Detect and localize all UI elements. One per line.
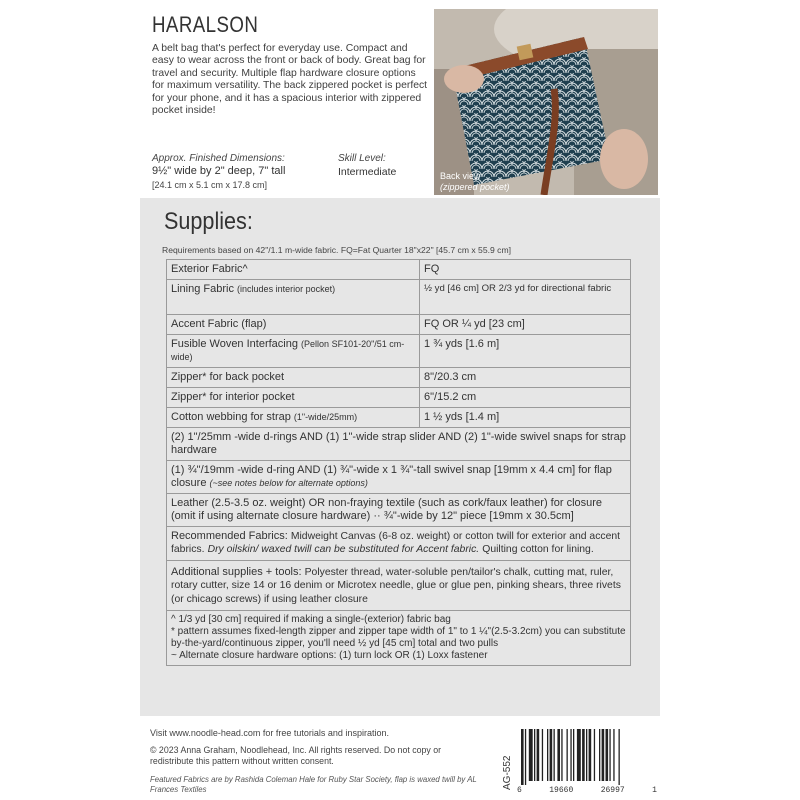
supply-item-note: (Pellon SF101-20"/51 cm-wide)	[171, 339, 405, 362]
barcode-digit-group: 19660	[549, 786, 574, 795]
supply-item-name: Fusible Woven Interfacing	[171, 338, 298, 350]
footnote: * pattern assumes fixed-length zipper and zipper tape width of 1" to 1 ¼"(2.5-3.2cm) you can substitute by-the-yard/continuous zipper, you'll need ½ yd [45 cm] total and two pulls	[171, 626, 626, 650]
flap-hardware-note: (~see notes below for alternate options)	[209, 478, 368, 488]
barcode-bar	[557, 729, 560, 781]
dimensions-label: Approx. Finished Dimensions:	[152, 153, 285, 164]
supply-item: Accent Fabric (flap)	[167, 315, 420, 334]
barcode-bar	[570, 729, 571, 781]
barcode-digit-group: 6	[517, 786, 522, 795]
barcode-bar	[554, 729, 555, 781]
barcode-bar	[582, 729, 585, 781]
supply-item	[167, 280, 420, 314]
supply-item-note: (1"-wide/25mm)	[293, 412, 358, 422]
supply-amount: 6"/15.2 cm	[424, 391, 477, 403]
supplies-panel	[140, 198, 660, 716]
table-row	[167, 527, 631, 561]
barcode-bar	[542, 729, 543, 781]
barcode-bar	[529, 729, 533, 781]
barcode-digit-group: 26997	[600, 786, 625, 795]
pattern-back-cover	[140, 0, 660, 800]
table-row	[167, 280, 631, 315]
table-row	[167, 408, 631, 428]
footnotes	[167, 611, 630, 665]
barcode-bar	[537, 729, 540, 781]
leather-closure: Leather (2.5-3.5 oz. weight) OR non-fraying textile (such as cork/faux leather) for closure (omit if using alternate closure hardware) ·· ¾"-wide by 12" piece [19mm x 30.5cm]	[171, 497, 603, 522]
barcode-bar	[561, 729, 562, 781]
barcode-bar	[577, 729, 581, 781]
barcode-bar	[606, 729, 609, 781]
table-row	[167, 611, 631, 666]
strap-hardware: (2) 1"/25mm -wide d-rings AND (1) 1"-wide strap slider AND (2) 1"-wide swivel snaps for strap hardware	[171, 431, 626, 456]
barcode-number	[517, 786, 657, 795]
table-row	[167, 561, 631, 611]
pattern-description: A belt bag that's perfect for everyday use. Compact and easy to wear across the front or back of body. Great bag for travel and security. Multiple flap hardware closure options for maximum versatility. The back zippered pocket is perfect for your phone, and it has a spacious interior with zippered pocket inside!	[152, 43, 428, 117]
barcode-bar	[586, 729, 587, 781]
recommended-italic: Dry oilskin/ waxed twill can be substituted for Accent fabric.	[207, 544, 480, 556]
table-row	[167, 494, 631, 527]
barcode-bar	[547, 729, 548, 781]
featured-fabrics-note: Featured Fabrics are by Rashida Coleman Hale for Ruby Star Society, flap is waxed twill by AL Frances Textiles	[150, 775, 477, 794]
table-row	[167, 260, 631, 280]
table-row	[167, 461, 631, 494]
sku-code: AG-552	[502, 755, 513, 790]
skill-level-value: Intermediate	[338, 166, 397, 178]
flap-hardware	[167, 461, 630, 493]
supply-item-note: (includes interior pocket)	[237, 284, 336, 294]
additional-text: Polyester thread, water-soluble pen/tailor's chalk, cutting mat, ruler, rotary cutter, size 14 or 16 denim or Microtex needle, glue or glue pen, pinking shears, three rivets (or chicago screws) if using leather closure	[171, 566, 621, 605]
supply-amount: FQ OR ¼ yd [23 cm]	[424, 318, 525, 330]
supply-item: Zipper* for interior pocket	[167, 388, 420, 407]
skill-level-label: Skill Level:	[338, 153, 386, 164]
product-photo	[434, 9, 658, 195]
table-row	[167, 428, 631, 461]
supply-amount: ½ yd [46 cm] OR 2/3 yd for directional fabric	[424, 283, 612, 294]
supply-item-name: Lining Fabric	[171, 283, 234, 295]
supply-item: Exterior Fabric^	[167, 260, 420, 279]
table-row	[167, 335, 631, 368]
barcode	[519, 729, 655, 785]
supply-amount: 8"/20.3 cm	[424, 371, 477, 383]
barcode-bar	[525, 729, 526, 785]
footnote: ^ 1/3 yd [30 cm] required if making a single-(exterior) fabric bag	[171, 614, 451, 626]
barcode-bar	[599, 729, 600, 781]
supply-amount: 1 ½ yds [1.4 m]	[424, 411, 500, 423]
barcode-bar	[534, 729, 535, 781]
table-row	[167, 315, 631, 335]
supply-item	[167, 408, 420, 427]
recommended-label: Recommended Fabrics:	[171, 530, 288, 542]
additional-label: Additional supplies + tools:	[171, 565, 302, 578]
website-link: Visit www.noodle-head.com for free tutorials and inspiration.	[150, 728, 389, 738]
table-row	[167, 388, 631, 408]
bag-photo-illustration	[434, 9, 658, 195]
supplies-heading: Supplies:	[164, 208, 253, 235]
supply-item: Zipper* for back pocket	[167, 368, 420, 387]
barcode-bar	[619, 729, 620, 785]
barcode-digit-group: 1	[652, 786, 657, 795]
photo-caption: Back view	[440, 171, 481, 181]
barcode-bar	[594, 729, 595, 781]
recommended-end: Quilting cotton for lining.	[482, 544, 594, 556]
table-row	[167, 368, 631, 388]
additional-supplies	[167, 561, 630, 610]
dimensions-metric: [24.1 cm x 5.1 cm x 17.8 cm]	[152, 180, 268, 190]
barcode-bar	[567, 729, 568, 781]
supply-amount: 1 ¾ yds [1.6 m]	[424, 338, 500, 350]
barcode-bar	[613, 729, 614, 781]
barcode-bar	[589, 729, 592, 781]
barcode-bar	[573, 729, 574, 781]
recommended-fabrics	[167, 527, 630, 560]
recommended-text: Midweight Canvas (6-8 oz. weight) or cotton twill for exterior and accent fabrics.	[171, 531, 621, 556]
barcode-bar	[550, 729, 553, 781]
supply-item-name: Cotton webbing for strap	[171, 411, 291, 423]
supplies-table	[166, 259, 631, 666]
dimensions-value: 9½" wide by 2" deep, 7" tall	[152, 165, 286, 177]
supply-amount: FQ	[424, 263, 440, 275]
pattern-title: HARALSON	[152, 12, 259, 37]
barcode-bar	[521, 729, 524, 785]
barcode-bar	[602, 729, 605, 781]
copyright-notice: © 2023 Anna Graham, Noodlehead, Inc. All rights reserved. Do not copy or redistribute this pattern without written consent.	[150, 745, 442, 766]
footnote: ~ Alternate closure hardware options: (1) turn lock OR (1) Loxx fastener	[171, 650, 488, 662]
supply-item	[167, 335, 420, 367]
requirements-note: Requirements based on 42"/1.1 m-wide fabric. FQ=Fat Quarter 18"x22" [45.7 cm x 55.9 cm]	[162, 245, 512, 255]
flap-hardware-text: (1) ¾"/19mm -wide d-ring AND (1) ¾"-wide x 1 ¾"-tall swivel snap [19mm x 4.4 cm] for flap closure	[171, 464, 612, 489]
barcode-bar	[609, 729, 610, 781]
photo-caption-sub: (zippered pocket)	[440, 182, 510, 192]
